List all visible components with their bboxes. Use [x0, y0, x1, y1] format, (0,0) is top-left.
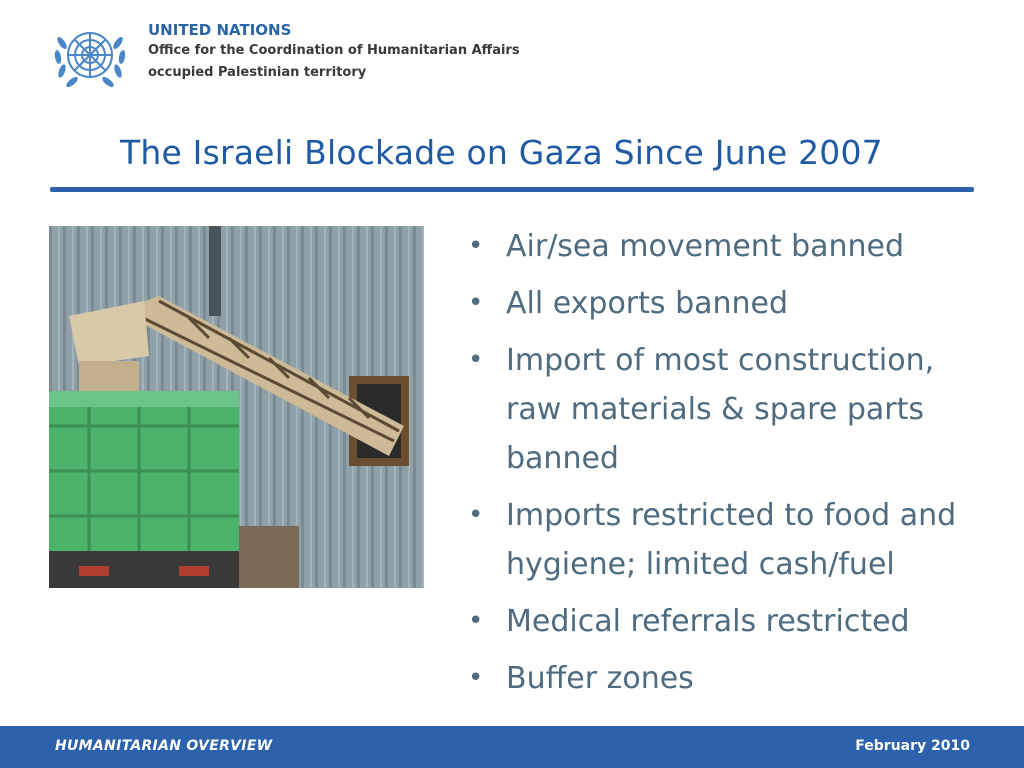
bullet-text: Medical referrals restricted	[506, 604, 910, 639]
footer-bar	[0, 726, 1024, 768]
org-name: UNITED NATIONS	[148, 21, 292, 39]
bullet-marker: •	[468, 663, 484, 693]
bullet-marker: •	[468, 500, 484, 530]
territory-name: occupied Palestinian territory	[148, 65, 367, 80]
bullet-item	[466, 336, 996, 483]
bullet-marker: •	[468, 345, 484, 375]
truck-conveyor-photo	[49, 226, 424, 588]
bullet-text: Imports restricted to food and hygiene; limited cash/fuel	[506, 498, 957, 582]
bullet-text: Import of most construction, raw materials & spare parts banned	[506, 343, 935, 476]
bullet-item	[466, 222, 996, 271]
slide-title: The Israeli Blockade on Gaza Since June 2007	[120, 133, 883, 172]
footer-date: February 2010	[855, 738, 970, 754]
bullet-marker: •	[468, 288, 484, 318]
footer-section-label: HUMANITARIAN OVERVIEW	[55, 738, 273, 754]
bullet-item	[466, 279, 996, 328]
bullet-item	[466, 491, 996, 589]
bullet-text: All exports banned	[506, 286, 789, 321]
bullet-item	[466, 654, 996, 703]
bullet-marker: •	[468, 231, 484, 261]
un-emblem-icon	[50, 15, 130, 95]
blockade-bullet-list	[466, 222, 996, 711]
title-underline	[50, 187, 974, 192]
bullet-text: Air/sea movement banned	[506, 229, 905, 264]
office-name: Office for the Coordination of Humanitarian Affairs	[148, 43, 520, 58]
bullet-item	[466, 597, 996, 646]
bullet-marker: •	[468, 606, 484, 636]
bullet-text: Buffer zones	[506, 661, 694, 696]
org-block	[148, 20, 520, 84]
